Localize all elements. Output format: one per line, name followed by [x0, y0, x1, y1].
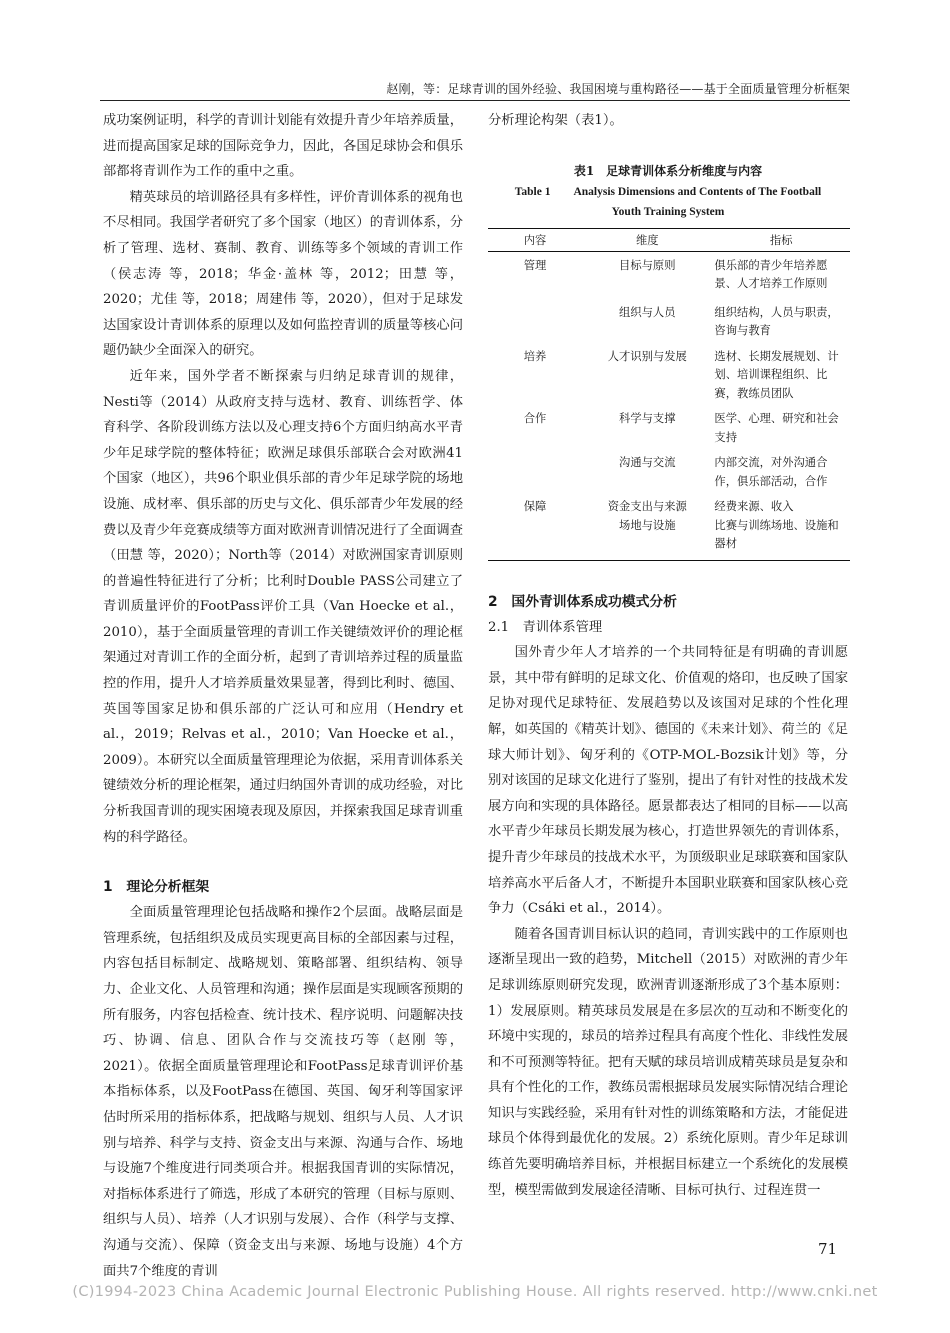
table-row	[488, 294, 850, 341]
paragraph: 成功案例证明，科学的青训计划能有效提升青少年培养质量，进而提高国家足球的国际竞争力，因此，各国足球协会和俱乐部都将青训作为工作的重中之重。	[103, 113, 463, 180]
table-cell-indicator: 经费来源、收入	[714, 500, 794, 514]
paragraph: 随着各国青训目标认识的趋同，青训实践中的工作原则也逐渐呈现出一致的趋势，Mitchell（2015）对欧洲的青少年足球训练原则研究发现，欧洲青训逐渐形成了3个基本原则：1）发展原则。精英球员发展是在多层次的互动和不断变化的环境中实现的，球员的培养过程具有高度个性化、非线性发展和不可预测等特征。把有天赋的球员培训成精英球员是复杂和具有个性化的工作，教练员需根据球员发展实际情况结合理论知识与实践经验，采用有针对性的训练策略和方法，才能促进球员个体得到最优化的发展。2）系统化原则。青少年足球训练首先要明确培养目标，并根据目标建立一个系统化的发展模型，模型需做到发展途径清晰、目标可执行、过程连贯一	[488, 926, 848, 1198]
table-cell-indicator: 比赛与训练场地、设施和器材	[712, 517, 850, 561]
table-row	[488, 251, 850, 294]
table-cell-dimension: 目标与原则	[619, 258, 676, 272]
subsection-2-1-heading: 2.1 青训体系管理	[488, 619, 603, 635]
header-rule	[100, 100, 850, 101]
table-caption-en-line2: Youth Training System	[611, 205, 725, 218]
column-header: 维度	[582, 228, 712, 251]
table-caption-cn: 表1 足球青训体系分析维度与内容	[573, 163, 763, 178]
table-cell-dimension: 沟通与交流	[619, 456, 676, 470]
table-row	[488, 491, 850, 517]
table-cell-category: 培养	[523, 349, 547, 363]
section-2-heading: 2 国外青训体系成功模式分析	[488, 593, 677, 610]
table-caption-en: Table 1 Analysis Dimensions and Contents of The Football	[514, 185, 822, 198]
table-cell-indicator: 俱乐部的青少年培养愿景、人才培养工作原则	[714, 258, 828, 291]
table-cell-dimension: 科学与支撑	[619, 412, 676, 426]
table-cell-category	[488, 517, 582, 561]
table-header-row	[488, 228, 850, 251]
table-row	[488, 341, 850, 404]
table-cell-dimension: 资金支出与来源	[607, 500, 687, 514]
dimensions-table	[488, 228, 850, 561]
table-cell-category: 合作	[523, 412, 547, 426]
table-cell-dimension: 人才识别与发展	[607, 349, 687, 363]
page-number: 71	[818, 1240, 838, 1258]
paragraph: 国外青少年人才培养的一个共同特征是有明确的青训愿景，其中带有鲜明的足球文化、价值观的烙印，也反映了国家足协对现代足球特征、发展趋势以及该国对足球的个性化理解，如英国的《精英计划》、德国的《未来计划》、荷兰的《足球大师计划》、匈牙利的《OTP-MOL-Bozsik计划》等，分别对该国的足球文化进行了鉴别，提出了有针对性的技战术发展方向和实现的具体路径。愿景都表达了相同的目标——以高水平青少年球员长期发展为核心，打造世界领先的青训体系，提升青少年球员的技战术水平，为顶级职业足球联赛和国家队培养高水平后备人才，不断提升本国职业联赛和国家队核心竞争力（Csáki et al.，2014）。	[488, 645, 848, 917]
table-cell-category: 管理	[523, 258, 547, 272]
paragraph: 全面质量管理理论包括战略和操作2个层面。战略层面是管理系统，包括组织及成员实现更高目标的全部因素与过程，内容包括目标制定、战略规划、策略部署、组织结构、领导力、企业文化、人员管理和沟通；操作层面是实现顾客预期的所有服务，内容包括检查、统计技术、程序说明、问题解决技巧、协调、信息、团队合作与交流技巧等（赵刚 等，2021）。依据全面质量管理理论和FootPass足球青训评价基本指标体系，以及FootPass在德国、英国、匈牙利等国家评估时所采用的指标体系，把战略与规划、组织与人员、人才识别与培养、科学与支持、资金支出与来源、沟通与合作、场地与设施7个维度进行同类项合并。根据我国青训的实际情况，对指标体系进行了筛选，形成了本研究的管理（目标与原则、组织与人员）、培养（人才识别与发展）、合作（科学与支撑、沟通与交流）、保障（资金支出与来源、场地与设施）4个方面共7个维度的青训	[103, 905, 463, 1279]
paragraph: 精英球员的培训路径具有多样性，评价青训体系的视角也不尽相同。我国学者研究了多个国家（地区）的青训体系，分析了管理、选材、赛制、教育、训练等多个领域的青训工作（侯志涛 等，2018；华金·盖林 等，2012；田慧 等，2020；尤佳 等，2018；周建伟 等，2020），但对于足球发达国家设计青训体系的原理以及如何监控青训的质量等核心问题仍缺少全面深入的研究。	[103, 189, 463, 359]
table-row	[488, 517, 850, 561]
table-cell-indicator: 内部交流，对外沟通合作，俱乐部活动，合作	[714, 456, 828, 488]
column-header: 内容	[488, 228, 582, 251]
table-row	[488, 403, 850, 447]
column-header: 指标	[712, 228, 850, 251]
table-cell-category	[488, 294, 582, 341]
section-1-heading: 1 理论分析框架	[103, 879, 210, 896]
table-cell-dimension: 场地与设施	[582, 517, 712, 561]
copyright-watermark: (C)1994-2023 China Academic Journal Electronic Publishing House. All rights reserved. http://www.cnki.net	[72, 1284, 878, 1300]
table-cell-category: 保障	[523, 500, 547, 514]
running-head: 赵刚，等：足球青训的国外经验、我国困境与重构路径——基于全面质量管理分析框架	[386, 82, 850, 96]
paragraph: 分析理论构架（表1）。	[488, 113, 623, 128]
right-column	[488, 108, 848, 1203]
table-row	[488, 447, 850, 491]
paragraph: 近年来，国外学者不断探索与归纳足球青训的规律，Nesti等（2014）从政府支持与选材、教育、训练哲学、体育科学、各阶段训练方法以及心理支持6个方面归纳高水平青少年足球学院的整体特征；欧洲足球俱乐部联合会对欧洲41个国家（地区），共96个职业俱乐部的青少年足球学院的场地设施、成材率、俱乐部的历史与文化、俱乐部青少年发展的经费以及青少年竞赛成绩等方面对欧洲青训情况进行了全面调查（田慧 等，2020）；North等（2014）对欧洲国家青训原则的普遍性特征进行了分析；比利时Double PASS公司建立了青训质量评价的FootPass评价工具（Van Hoecke et al.，2010），基于全面质量管理的青训工作关键绩效评价的理论框架通过对青训工作的全面分析，起到了青训培养过程的质量监控的作用，提升人才培养质量效果显著，得到比利时、德国、英国等国家足协和俱乐部的广泛认可和应用（Hendry et al.，2019；Relvas et al.，2010；Van Hoecke et al.，2009）。本研究以全面质量管理理论为依据，采用青训体系关键绩效分析的理论框架，通过归纳国外青训的成功经验，对比分析我国青训的现实困境表现及原因，并探索我国足球青训重构的科学路径。	[103, 368, 463, 845]
table-cell-dimension: 组织与人员	[619, 305, 676, 319]
table-cell-indicator: 医学、心理、研究和社会支持	[714, 412, 839, 444]
table-cell-indicator: 选材、长期发展规划、计划、培训课程组织、比赛，教练员团队	[714, 349, 839, 400]
table-cell-indicator: 组织结构，人员与职责，咨询与教育	[714, 305, 839, 338]
left-column	[103, 108, 463, 1284]
table-cell-category	[488, 447, 582, 491]
